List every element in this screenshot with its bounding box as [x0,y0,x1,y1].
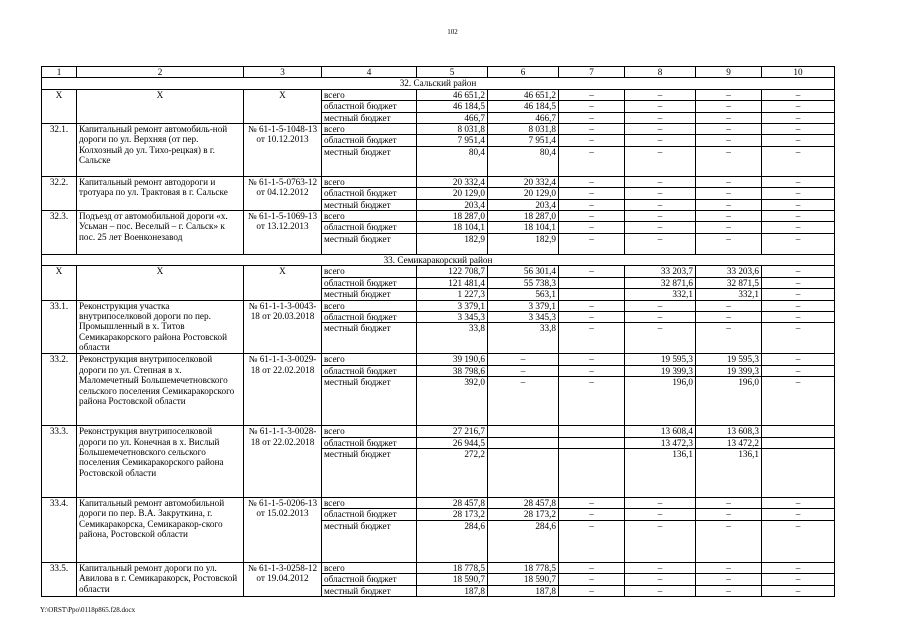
amount-cell: – [559,176,625,187]
amount-cell: 32 871,5 [696,277,762,288]
amount-cell: – [696,562,762,573]
expertise-reference: № 61-1-5-1048-13 от 10.12.2013 [244,124,322,177]
table-row [42,211,835,222]
item-number: X [42,89,77,123]
amount-cell: – [559,146,625,176]
amount-cell: – [488,354,559,365]
budget-category: местный бюджет [322,448,417,497]
amount-cell: 18 778,5 [417,562,488,573]
amount-cell: – [696,124,762,135]
table-row [42,89,835,100]
amount-cell: 18 287,0 [417,211,488,222]
amount-cell: 13 608,3 [696,426,762,437]
amount-cell: 196,0 [696,377,762,426]
amount-cell: 122 708,7 [417,266,488,277]
amount-cell: – [762,277,835,288]
table-row [42,354,835,365]
amount-cell: – [762,222,835,233]
amount-cell: – [559,300,625,311]
amount-cell: 182,9 [488,233,559,254]
item-number: 32.3. [42,211,77,255]
column-number-header-row [42,67,835,78]
page-number: 102 [447,28,458,36]
amount-cell: – [488,365,559,376]
amount-cell: 32 871,6 [625,277,696,288]
amount-cell: 272,2 [417,448,488,497]
amount-cell: 46 184,5 [417,101,488,112]
amount-cell: 203,4 [488,199,559,210]
amount-cell: – [559,199,625,210]
budget-category: местный бюджет [322,233,417,254]
amount-cell: 20 129,0 [417,188,488,199]
amount-cell: – [625,222,696,233]
budget-category: всего [322,266,417,277]
amount-cell: 3 379,1 [417,300,488,311]
budget-category: всего [322,300,417,311]
amount-cell: 20 332,4 [417,176,488,187]
amount-cell: – [559,124,625,135]
amount-cell [559,426,625,437]
amount-cell: – [696,199,762,210]
amount-cell: 7 951,4 [488,135,559,146]
amount-cell: – [696,146,762,176]
amount-cell: – [625,323,696,354]
table-row [42,266,835,277]
amount-cell: – [762,497,835,508]
amount-cell: – [696,112,762,123]
expertise-reference: № 61-1-5-0763-12 от 04.12.2012 [244,176,322,210]
amount-cell: 7 951,4 [417,135,488,146]
amount-cell: 466,7 [488,112,559,123]
object-name: Реконструкция внутрипоселковой дороги по ул. Степная в х. Маломечетный Большемечетновского сельского поселения Семикаракорского района Ростовской области [77,354,244,426]
amount-cell: – [625,199,696,210]
district-section-row [42,78,835,89]
table-row [42,562,835,573]
table-row [42,426,835,437]
amount-cell: – [696,520,762,562]
expertise-reference: № 61-1-5-0206-13 от 15.02.2013 [244,497,322,562]
amount-cell: – [559,266,625,277]
amount-cell: 284,6 [488,520,559,562]
amount-cell: – [762,89,835,100]
amount-cell: – [762,233,835,254]
budget-category: всего [322,426,417,437]
amount-cell [559,289,625,300]
amount-cell: 18 778,5 [488,562,559,573]
budget-category: местный бюджет [322,146,417,176]
amount-cell: – [762,365,835,376]
table-row [42,300,835,311]
amount-cell: 203,4 [417,199,488,210]
amount-cell: – [696,211,762,222]
item-number: 33.3. [42,426,77,498]
amount-cell: 392,0 [417,377,488,426]
item-number: 33.1. [42,300,77,354]
budget-category: местный бюджет [322,199,417,210]
amount-cell: 55 738,3 [488,277,559,288]
amount-cell: 18 590,7 [488,574,559,585]
amount-cell: 46 651,2 [488,89,559,100]
amount-cell: – [696,311,762,322]
amount-cell: – [625,124,696,135]
amount-cell: – [559,222,625,233]
amount-cell: – [762,574,835,585]
amount-cell: – [762,520,835,562]
amount-cell: – [625,497,696,508]
amount-cell: – [696,323,762,354]
amount-cell: 121 481,4 [417,277,488,288]
amount-cell: 19 399,3 [625,365,696,376]
budget-category: местный бюджет [322,585,417,596]
budget-category: всего [322,497,417,508]
amount-cell: – [559,188,625,199]
amount-cell: 19 399,3 [696,365,762,376]
budget-category: местный бюджет [322,377,417,426]
amount-cell: – [625,585,696,596]
amount-cell: – [488,377,559,426]
amount-cell: – [559,101,625,112]
amount-cell: – [762,112,835,123]
amount-cell: – [762,509,835,520]
amount-cell: 20 332,4 [488,176,559,187]
column-number: 9 [696,67,762,78]
budget-category: областной бюджет [322,188,417,199]
budget-category: областной бюджет [322,574,417,585]
amount-cell: – [762,146,835,176]
amount-cell: – [559,585,625,596]
budget-category: областной бюджет [322,222,417,233]
budget-category: всего [322,124,417,135]
amount-cell: – [625,562,696,573]
amount-cell: 13 472,2 [696,437,762,448]
object-name: Реконструкция участка внутрипоселковой дороги по пер. Промышленный в х. Титов Семикаракорского района Ростовской области [77,300,244,354]
amount-cell: – [762,199,835,210]
amount-cell: – [625,135,696,146]
budget-category: местный бюджет [322,112,417,123]
amount-cell: 19 595,3 [625,354,696,365]
amount-cell: 187,8 [488,585,559,596]
budget-category: областной бюджет [322,509,417,520]
column-number: 10 [762,67,835,78]
amount-cell: 187,8 [417,585,488,596]
budget-category: местный бюджет [322,323,417,354]
expertise-reference: № 61-1-1-3-0029-18 от 22.02.2018 [244,354,322,426]
amount-cell: 38 798,6 [417,365,488,376]
object-name: X [77,89,244,123]
expertise-reference: № 61-1-3-0258-12 от 19.04.2012 [244,562,322,596]
amount-cell: 18 104,1 [488,222,559,233]
object-name: Капитальный ремонт дороги по ул. Авилова в г. Семикаракорск, Ростовской области [77,562,244,596]
object-name: Капитальный ремонт автомобильной дороги по пер. В.А. Закруткина, г. Семикаракорска, Семикаракор-ского района, Ростовской области [77,497,244,562]
column-number: 6 [488,67,559,78]
amount-cell: 8 031,8 [417,124,488,135]
amount-cell [559,277,625,288]
amount-cell [559,448,625,497]
amount-cell: – [559,562,625,573]
amount-cell: – [762,300,835,311]
table-row [42,497,835,508]
budget-category: областной бюджет [322,135,417,146]
amount-cell: – [762,323,835,354]
amount-cell: 26 944,5 [417,437,488,448]
amount-cell: – [559,323,625,354]
amount-cell: 33,8 [488,323,559,354]
amount-cell [762,437,835,448]
amount-cell: – [559,365,625,376]
budget-category: всего [322,89,417,100]
amount-cell: – [696,585,762,596]
amount-cell: – [625,101,696,112]
amount-cell: – [762,188,835,199]
amount-cell: – [559,233,625,254]
amount-cell: – [559,574,625,585]
amount-cell: – [696,89,762,100]
amount-cell: – [696,497,762,508]
amount-cell: – [762,289,835,300]
amount-cell: 8 031,8 [488,124,559,135]
amount-cell: – [696,574,762,585]
amount-cell: 39 190,6 [417,354,488,365]
amount-cell: – [762,135,835,146]
amount-cell: – [696,222,762,233]
amount-cell: 28 457,8 [417,497,488,508]
item-number: 32.1. [42,124,77,177]
amount-cell: 20 129,0 [488,188,559,199]
amount-cell: 28 173,2 [488,509,559,520]
expertise-reference: X [244,89,322,123]
file-path-footer: Y:\ORST\Ppo\0118p865.f28.docx [40,606,136,614]
column-number: 2 [77,67,244,78]
amount-cell: 332,1 [696,289,762,300]
amount-cell: 33,8 [417,323,488,354]
amount-cell: – [625,233,696,254]
amount-cell: – [696,233,762,254]
amount-cell: – [696,188,762,199]
amount-cell: 18 590,7 [417,574,488,585]
column-number: 7 [559,67,625,78]
amount-cell: – [559,89,625,100]
amount-cell: 13 472,3 [625,437,696,448]
amount-cell: – [762,266,835,277]
item-number: 32.2. [42,176,77,210]
expertise-reference: № 61-1-1-3-0043-18 от 20.03.2018 [244,300,322,354]
budget-category: местный бюджет [322,520,417,562]
item-number: 33.4. [42,497,77,562]
amount-cell: 80,4 [488,146,559,176]
amount-cell: – [762,562,835,573]
amount-cell: – [559,135,625,146]
amount-cell: – [625,112,696,123]
amount-cell: – [559,311,625,322]
amount-cell: 1 227,3 [417,289,488,300]
amount-cell: 332,1 [625,289,696,300]
amount-cell: – [625,176,696,187]
budget-category: областной бюджет [322,365,417,376]
amount-cell: – [696,101,762,112]
object-name: Капитальный ремонт автодороги и тротуара по ул. Трактовая в г. Сальске [77,176,244,210]
amount-cell: 46 184,5 [488,101,559,112]
amount-cell: 466,7 [417,112,488,123]
amount-cell: – [625,520,696,562]
amount-cell: 27 216,7 [417,426,488,437]
amount-cell: 182,9 [417,233,488,254]
amount-cell: 136,1 [696,448,762,497]
amount-cell: – [625,574,696,585]
amount-cell: – [762,377,835,426]
budget-category: областной бюджет [322,101,417,112]
amount-cell: – [762,101,835,112]
object-name: Реконструкция внутрипоселковой дороги по ул. Конечная в х. Вислый Большемечетновского сельского поселения Семикаракорского района Ростовской области [77,426,244,498]
object-name: X [77,266,244,300]
amount-cell [762,426,835,437]
expertise-reference: № 61-1-5-1069-13 от 13.12.2013 [244,211,322,255]
amount-cell: 33 203,6 [696,266,762,277]
amount-cell: 3 379,1 [488,300,559,311]
amount-cell: – [625,300,696,311]
column-number: 5 [417,67,488,78]
amount-cell: – [559,354,625,365]
budget-category: местный бюджет [322,289,417,300]
table-row [42,176,835,187]
amount-cell: 28 173,2 [417,509,488,520]
amount-cell: – [762,354,835,365]
budget-category: всего [322,562,417,573]
amount-cell: – [762,311,835,322]
amount-cell: – [625,509,696,520]
expertise-reference: № 61-1-1-3-0028-18 от 22.02.2018 [244,426,322,498]
amount-cell: – [696,135,762,146]
amount-cell: 19 595,3 [696,354,762,365]
object-name: Подъезд от автомобильной дороги «х. Усьман – пос. Веселый – г. Сальск» к пос. 25 лет Военконезавод [77,211,244,255]
expertise-reference: X [244,266,322,300]
amount-cell: 136,1 [625,448,696,497]
budget-category: областной бюджет [322,437,417,448]
budget-category: всего [322,211,417,222]
column-number: 3 [244,67,322,78]
budget-category: областной бюджет [322,277,417,288]
item-number: 33.2. [42,354,77,426]
amount-cell [762,448,835,497]
amount-cell: – [559,497,625,508]
amount-cell: – [625,188,696,199]
table-row [42,124,835,135]
item-number: X [42,266,77,300]
amount-cell: 56 301,4 [488,266,559,277]
amount-cell: – [625,311,696,322]
amount-cell: – [762,211,835,222]
amount-cell: – [696,509,762,520]
column-number: 4 [322,67,417,78]
amount-cell [559,437,625,448]
budget-table [41,66,835,597]
amount-cell: – [559,112,625,123]
amount-cell: 33 203,7 [625,266,696,277]
amount-cell [488,437,559,448]
amount-cell [488,426,559,437]
amount-cell: – [762,585,835,596]
amount-cell: – [762,176,835,187]
amount-cell: 3 345,3 [488,311,559,322]
amount-cell: – [696,176,762,187]
amount-cell: 3 345,3 [417,311,488,322]
amount-cell: 46 651,2 [417,89,488,100]
amount-cell: 80,4 [417,146,488,176]
amount-cell: 13 608,4 [625,426,696,437]
column-number: 8 [625,67,696,78]
amount-cell [488,448,559,497]
amount-cell: – [559,520,625,562]
amount-cell: – [625,211,696,222]
amount-cell: 563,1 [488,289,559,300]
district-section-row [42,254,835,265]
amount-cell: – [559,377,625,426]
amount-cell: – [696,300,762,311]
district-title: 32. Сальский район [42,78,835,89]
budget-category: областной бюджет [322,311,417,322]
district-title: 33. Семикаракорский район [42,254,835,265]
amount-cell: – [625,89,696,100]
amount-cell: 18 104,1 [417,222,488,233]
column-number: 1 [42,67,77,78]
amount-cell: 284,6 [417,520,488,562]
object-name: Капитальный ремонт автомобиль-ной дороги по ул. Верхняя (от пер. Колхозный до ул. Тихо-рецкая) в г. Сальске [77,124,244,177]
amount-cell: 18 287,0 [488,211,559,222]
amount-cell: – [762,124,835,135]
amount-cell: – [559,211,625,222]
amount-cell: – [625,146,696,176]
budget-category: всего [322,176,417,187]
amount-cell: 196,0 [625,377,696,426]
budget-category: всего [322,354,417,365]
amount-cell: 28 457,8 [488,497,559,508]
amount-cell: – [559,509,625,520]
item-number: 33.5. [42,562,77,596]
